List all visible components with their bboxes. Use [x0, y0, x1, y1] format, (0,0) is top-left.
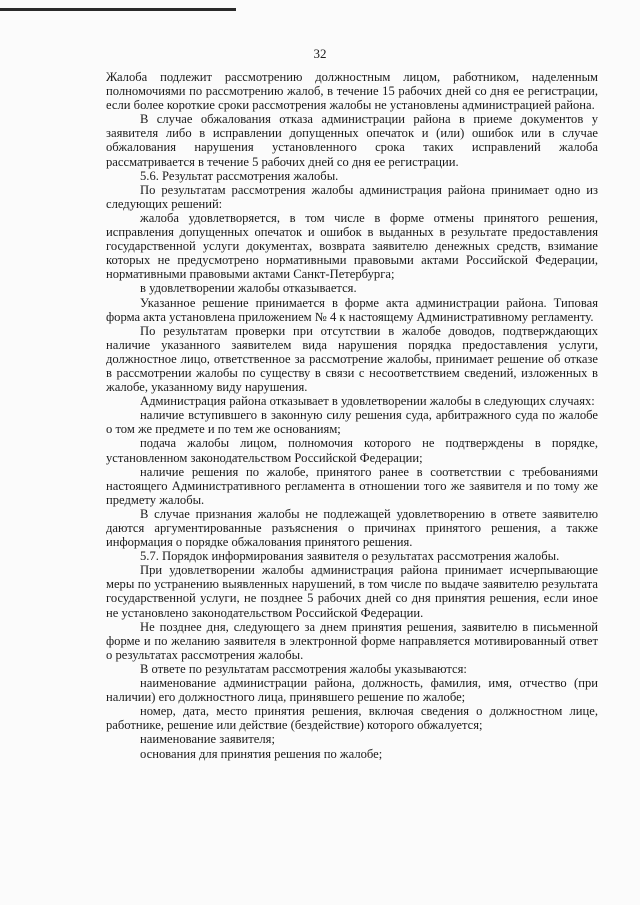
header-rule: [0, 8, 236, 11]
list-item: подача жалобы лицом, полномочия которого не подтверждены в порядке, установленном законодательством Российской Федерации;: [106, 436, 598, 465]
paragraph: Жалоба подлежит рассмотрению должностным лицом, работником, наделенным полномочиями по рассмотрению жалоб, в течение 15 рабочих дней со дня ее регистрации, если более короткие сроки рассмотрения жалобы не установлены администрацией района.: [106, 70, 598, 113]
paragraph: В случае признания жалобы не подлежащей удовлетворению в ответе заявителю даются аргументированные разъяснения о причинах принятого решения, а также информация о порядке обжалования принятого решения.: [106, 506, 598, 550]
paragraph: В ответе по результатам рассмотрения жалобы указываются:: [140, 661, 467, 676]
section-heading: 5.7. Порядок информирования заявителя о результатах рассмотрения жалобы.: [140, 549, 560, 564]
paragraph: По результатам проверки при отсутствии в жалобе доводов, подтверждающих наличие указанного заявителем вида нарушения порядка предоставления услуги, должностное лицо, ответственное за рассмотрение жалобы, принимает решение об отказе в рассмотрении жалобы по существу в связи с несоответствием сведений, изложенных в жалобе, указанному виду нарушения.: [106, 323, 598, 395]
paragraph: Указанное решение принимается в форме акта администрации района. Типовая форма акта установлена приложением № 4 к настоящему Административному регламенту.: [106, 295, 598, 324]
list-item: в удовлетворении жалобы отказывается.: [140, 281, 357, 296]
list-item: наименование администрации района, должность, фамилия, имя, отчество (при наличии) его должностного лица, принявшего решение по жалобе;: [106, 676, 598, 705]
list-item: номер, дата, место принятия решения, включая сведения о должностном лице, работнике, решение или действие (бездействие) которого обжалуется;: [106, 704, 598, 733]
list-item: жалоба удовлетворяется, в том числе в форме отмены принятого решения, исправления допущенных опечаток и ошибок в выданных в результате предоставления государственной услуги документах, возврата заявителю денежных средств, взимание которых не предусмотрено нормативными правовыми актами Российской Федерации, нормативными правовыми актами Санкт-Петербурга;: [106, 210, 598, 282]
list-item: наличие вступившего в законную силу решения суда, арбитражного суда по жалобе о том же предмете и по тем же основаниям;: [106, 408, 598, 437]
list-item: наличие решения по жалобе, принятого ранее в соответствии с требованиями настоящего Административного регламента в отношении того же заявителя и по тому же предмету жалобы.: [106, 464, 598, 507]
paragraph: Не позднее дня, следующего за днем принятия решения, заявителю в письменной форме и по желанию заявителя в электронной форме направляется мотивированный ответ о результатах рассмотрения жалобы.: [106, 619, 598, 662]
page-number: 32: [313, 46, 327, 61]
paragraph: По результатам рассмотрения жалобы администрация района принимает одно из следующих решений:: [106, 182, 598, 211]
paragraph: В случае обжалования отказа администрации района в приеме документов у заявителя либо в исправлении допущенных опечаток и (или) ошибок или в случае обжалования нарушения установленного срока таких исправлений жалоба рассматривается в течение 5 рабочих дней со дня ее регистрации.: [106, 112, 598, 169]
list-item: основания для принятия решения по жалобе;: [140, 746, 383, 761]
document-body: [106, 70, 598, 761]
paragraph: При удовлетворении жалобы администрация района принимает исчерпывающие меры по устранению выявленных нарушений, в том числе по выдаче заявителю результата государственной услуги, не позднее 5 рабочих дней со дня принятия решения, если иное не установлено законодательством Российской Федерации.: [106, 563, 598, 620]
paragraph: Администрация района отказывает в удовлетворении жалобы в следующих случаях:: [140, 394, 595, 409]
list-item: наименование заявителя;: [140, 732, 275, 747]
section-heading: 5.6. Результат рассмотрения жалобы.: [140, 168, 339, 183]
